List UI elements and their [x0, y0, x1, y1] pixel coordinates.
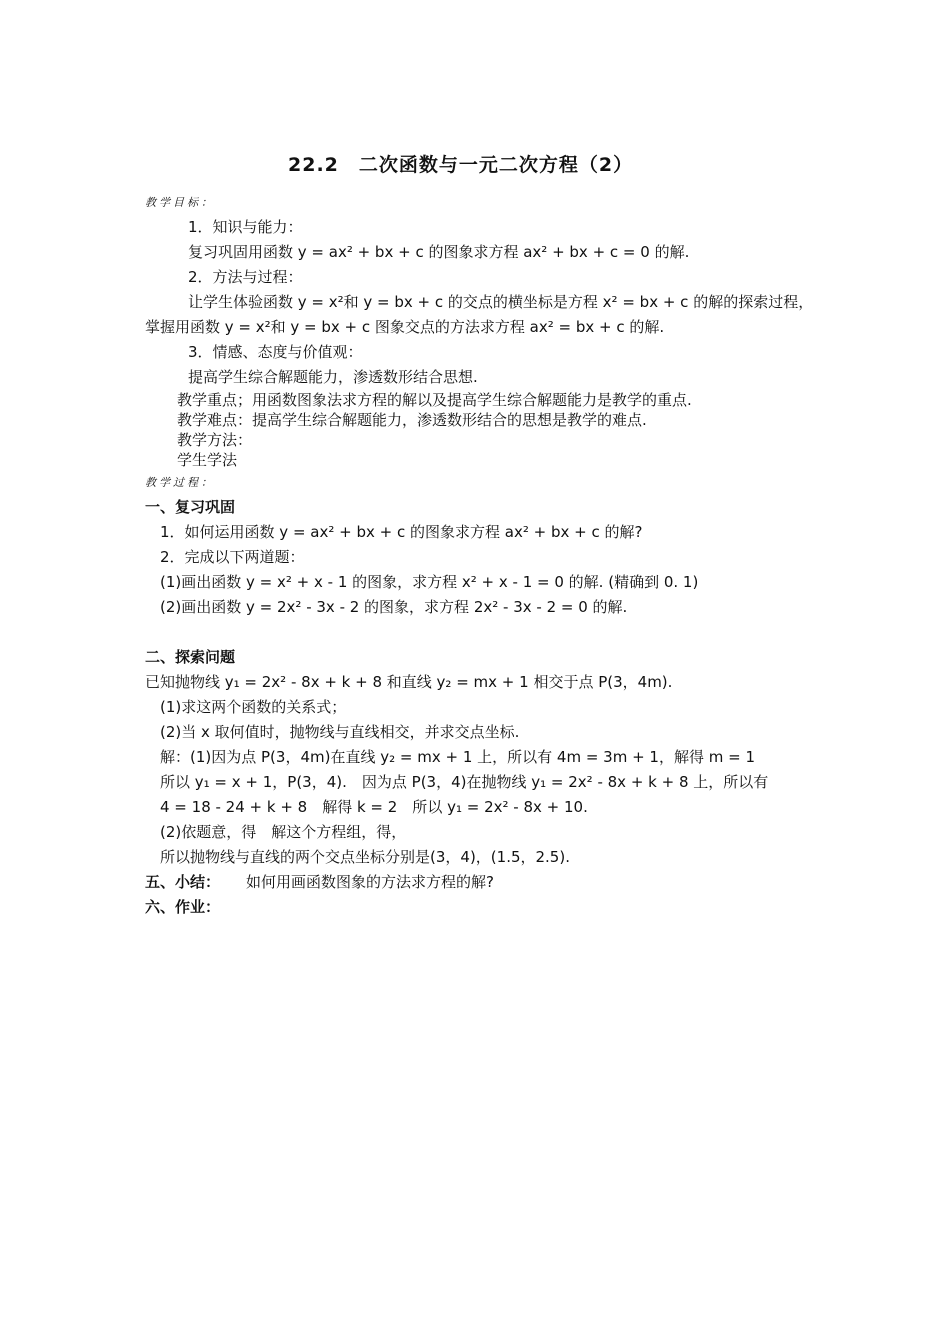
- section6-title: 六、作业：: [145, 898, 221, 916]
- section2-title: 二、探索问题: [145, 648, 236, 666]
- section2-part2: (2)当 x 取何值时，抛物线与直线相交，并求交点坐标.: [160, 723, 520, 741]
- section1-question2-1: (1)画出函数 y = x² + x - 1 的图象，求方程 x² + x - 1 = 0 的解. (精确到 0. 1): [160, 573, 699, 591]
- goal3-text: 提高学生综合解题能力，渗透数形结合思想.: [188, 368, 478, 386]
- study-method: 学生学法: [177, 451, 238, 469]
- section2-part1: (1)求这两个函数的关系式；: [160, 698, 347, 716]
- section1-question2-2: (2)画出函数 y = 2x² - 3x - 2 的图象，求方程 2x² - 3x - 2 = 0 的解.: [160, 598, 628, 616]
- method: 教学方法：: [177, 431, 253, 449]
- section1-title: 一、复习巩固: [145, 498, 236, 516]
- goal2-heading: 2．方法与过程：: [188, 268, 303, 286]
- solution-line5: 所以抛物线与直线的两个交点坐标分别是(3，4)，(1.5，2.5).: [160, 848, 570, 866]
- goal2-text-b: 掌握用函数 y = x²和 y = bx + c 图象交点的方法求方程 ax² = bx + c 的解.: [145, 318, 665, 336]
- goal2-text-a: 让学生体验函数 y = x²和 y = bx + c 的交点的横坐标是方程 x² = bx + c 的解的探索过程，: [188, 293, 814, 311]
- section1-question1: 1．如何运用函数 y = ax² + bx + c 的图象求方程 ax² + bx + c 的解?: [160, 523, 643, 541]
- difficulty: 教学难点：提高学生综合解题能力，渗透数形结合的思想是教学的难点.: [177, 411, 647, 429]
- solution-line3: 4 = 18 - 24 + k + 8 解得 k = 2 所以 y₁ = 2x² - 8x + 10.: [160, 798, 588, 816]
- section2-given: 已知抛物线 y₁ = 2x² - 8x + k + 8 和直线 y₂ = mx + 1 相交于点 P(3，4m).: [145, 673, 673, 691]
- solution-line4: (2)依题意，得 解这个方程组，得，: [160, 823, 407, 841]
- process-label: 教学过程：: [145, 476, 215, 489]
- solution-line2: 所以 y₁ = x + 1，P(3，4). 因为点 P(3，4)在抛物线 y₁ = 2x² - 8x + k + 8 上，所以有: [160, 773, 769, 791]
- goal3-heading: 3．情感、态度与价值观：: [188, 343, 363, 361]
- section5-title: 五、小结：: [145, 873, 221, 891]
- page-title: 22.2 二次函数与一元二次方程（2）: [288, 154, 634, 176]
- section5-text: 如何用画函数图象的方法求方程的解?: [246, 873, 494, 891]
- goal1-heading: 1．知识与能力：: [188, 218, 303, 236]
- goal1-text: 复习巩固用函数 y = ax² + bx + c 的图象求方程 ax² + bx + c = 0 的解.: [188, 243, 690, 261]
- solution-line1: 解：(1)因为点 P(3，4m)在直线 y₂ = mx + 1 上，所以有 4m = 3m + 1，解得 m = 1: [160, 748, 755, 766]
- key-point: 教学重点；用函数图象法求方程的解以及提高学生综合解题能力是教学的重点.: [177, 391, 692, 409]
- section1-question2: 2．完成以下两道题：: [160, 548, 305, 566]
- goals-label: 教学目标：: [145, 196, 215, 209]
